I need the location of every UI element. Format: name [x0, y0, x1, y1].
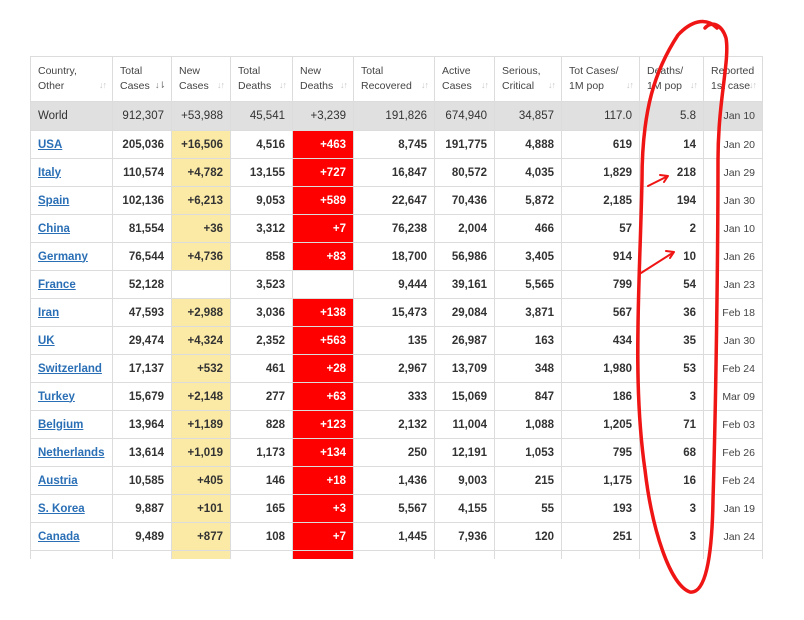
active-cases-cell: 15,069	[435, 383, 495, 411]
new-deaths-cell: +83	[293, 243, 354, 271]
active-cases-cell: 80,572	[435, 159, 495, 187]
total-deaths-cell: 1,173	[231, 439, 293, 467]
column-header[interactable]	[495, 57, 562, 102]
column-header[interactable]	[435, 57, 495, 102]
column-header-label-line1: Total	[120, 65, 143, 77]
active-cases-cell: 29,084	[435, 299, 495, 327]
total-recovered-cell: 2,967	[354, 355, 435, 383]
table-row	[31, 271, 763, 299]
empty-cell	[562, 551, 640, 560]
new-cases-cell: +36	[172, 215, 231, 243]
column-header[interactable]	[31, 57, 113, 102]
total-recovered-cell: 191,826	[354, 102, 435, 131]
cases-per-million-cell: 619	[562, 131, 640, 159]
cases-per-million-cell: 799	[562, 271, 640, 299]
serious-critical-cell: 847	[495, 383, 562, 411]
empty-cell	[231, 551, 293, 560]
empty-cell	[495, 551, 562, 560]
new-deaths-cell: +138	[293, 299, 354, 327]
new-cases-cell: +1,189	[172, 411, 231, 439]
empty-cell	[172, 551, 231, 560]
country-cell	[31, 523, 113, 551]
column-header[interactable]	[704, 57, 763, 102]
new-cases-cell: +101	[172, 495, 231, 523]
column-header[interactable]	[113, 57, 172, 102]
new-cases-cell: +1,019	[172, 439, 231, 467]
column-header-label-line2: 1M pop	[569, 80, 605, 92]
active-cases-cell: 674,940	[435, 102, 495, 131]
serious-critical-cell: 34,857	[495, 102, 562, 131]
empty-cell	[704, 551, 763, 560]
cases-per-million-cell: 795	[562, 439, 640, 467]
sort-icon[interactable]: ↓↑	[99, 80, 106, 90]
deaths-per-million-cell: 68	[640, 439, 704, 467]
country-link[interactable]: Canada	[38, 530, 80, 543]
new-cases-cell: +6,213	[172, 187, 231, 215]
total-cases-cell: 17,137	[113, 355, 172, 383]
new-cases-cell: +405	[172, 467, 231, 495]
reported-first-case-cell: Feb 18	[704, 299, 763, 327]
empty-cell	[113, 551, 172, 560]
active-cases-cell: 11,004	[435, 411, 495, 439]
active-cases-cell: 7,936	[435, 523, 495, 551]
total-deaths-cell: 3,523	[231, 271, 293, 299]
country-link[interactable]: Turkey	[38, 390, 75, 403]
table-row	[31, 383, 763, 411]
new-cases-cell: +53,988	[172, 102, 231, 131]
coronavirus-stats-table	[30, 56, 763, 559]
table-row	[31, 327, 763, 355]
total-cases-cell: 102,136	[113, 187, 172, 215]
cases-per-million-cell: 1,829	[562, 159, 640, 187]
sort-desc-icon[interactable]: ↓⇂	[154, 80, 165, 90]
new-cases-cell: +532	[172, 355, 231, 383]
cases-per-million-cell: 251	[562, 523, 640, 551]
deaths-per-million-cell: 53	[640, 355, 704, 383]
total-recovered-cell: 22,647	[354, 187, 435, 215]
total-recovered-cell: 2,132	[354, 411, 435, 439]
reported-first-case-cell: Jan 23	[704, 271, 763, 299]
country-cell	[31, 215, 113, 243]
deaths-per-million-cell: 14	[640, 131, 704, 159]
column-header-label-line2: Cases	[120, 80, 150, 92]
serious-critical-cell: 163	[495, 327, 562, 355]
column-header-label-line2: Critical	[502, 80, 535, 92]
new-cases-cell: +4,782	[172, 159, 231, 187]
country-link[interactable]: Germany	[38, 250, 88, 263]
column-header-label-line1: Total	[238, 65, 261, 77]
country-link[interactable]: USA	[38, 138, 63, 151]
total-deaths-cell: 4,516	[231, 131, 293, 159]
country-link[interactable]: France	[38, 278, 76, 291]
deaths-per-million-cell: 54	[640, 271, 704, 299]
table-row	[31, 131, 763, 159]
total-recovered-cell: 135	[354, 327, 435, 355]
deaths-per-million-cell: 194	[640, 187, 704, 215]
total-deaths-cell: 828	[231, 411, 293, 439]
country-link[interactable]: Italy	[38, 166, 62, 179]
cases-per-million-cell: 914	[562, 243, 640, 271]
serious-critical-cell: 4,888	[495, 131, 562, 159]
active-cases-cell: 26,987	[435, 327, 495, 355]
sort-icon[interactable]: ↓↑	[217, 80, 224, 90]
active-cases-cell: 12,191	[435, 439, 495, 467]
country-cell	[31, 243, 113, 271]
total-recovered-cell: 8,745	[354, 131, 435, 159]
total-deaths-cell: 3,036	[231, 299, 293, 327]
new-deaths-cell: +28	[293, 355, 354, 383]
country-cell	[31, 131, 113, 159]
new-cases-cell: +4,736	[172, 243, 231, 271]
column-header-label-line1: New	[300, 65, 322, 77]
reported-first-case-cell: Jan 10	[704, 215, 763, 243]
cases-per-million-cell: 567	[562, 299, 640, 327]
deaths-per-million-cell: 218	[640, 159, 704, 187]
country-cell	[31, 271, 113, 299]
column-header-label-line1: Tot Cases/	[569, 65, 619, 77]
column-header-label-line2: Other	[38, 80, 65, 92]
column-header-label-line1: Reported	[711, 65, 755, 77]
new-deaths-cell: +3	[293, 495, 354, 523]
deaths-per-million-cell: 35	[640, 327, 704, 355]
country-cell	[31, 327, 113, 355]
deaths-per-million-cell: 3	[640, 383, 704, 411]
reported-first-case-cell: Jan 19	[704, 495, 763, 523]
table-header-row	[31, 57, 763, 102]
serious-critical-cell: 3,871	[495, 299, 562, 327]
new-deaths-cell: +563	[293, 327, 354, 355]
serious-critical-cell: 1,053	[495, 439, 562, 467]
country-cell: World	[31, 102, 113, 131]
new-deaths-cell: +134	[293, 439, 354, 467]
country-link[interactable]: Iran	[38, 306, 60, 319]
total-deaths-cell: 9,053	[231, 187, 293, 215]
sort-icon[interactable]: ↓↑	[749, 80, 756, 90]
country-link[interactable]: Netherlands	[38, 446, 105, 459]
total-cases-cell: 13,964	[113, 411, 172, 439]
new-cases-cell: +16,506	[172, 131, 231, 159]
serious-critical-cell: 55	[495, 495, 562, 523]
empty-cell	[293, 551, 354, 560]
total-recovered-cell: 1,445	[354, 523, 435, 551]
total-cases-cell: 912,307	[113, 102, 172, 131]
table-row	[31, 243, 763, 271]
active-cases-cell: 9,003	[435, 467, 495, 495]
column-header-label-line2: Deaths	[300, 80, 334, 92]
serious-critical-cell: 1,088	[495, 411, 562, 439]
total-recovered-cell: 333	[354, 383, 435, 411]
active-cases-cell: 191,775	[435, 131, 495, 159]
new-deaths-cell: +727	[293, 159, 354, 187]
sort-icon[interactable]: ↓↑	[481, 80, 488, 90]
cases-per-million-cell: 2,185	[562, 187, 640, 215]
empty-cell	[354, 551, 435, 560]
total-deaths-cell: 858	[231, 243, 293, 271]
table-row	[31, 299, 763, 327]
cases-per-million-cell: 1,205	[562, 411, 640, 439]
empty-cell	[435, 551, 495, 560]
cases-per-million-cell: 117.0	[562, 102, 640, 131]
total-deaths-cell: 108	[231, 523, 293, 551]
active-cases-cell: 39,161	[435, 271, 495, 299]
cases-per-million-cell: 193	[562, 495, 640, 523]
column-header-label-line2: 1st case	[711, 80, 751, 92]
column-header-label-line1: Country,	[38, 65, 77, 77]
table-row	[31, 467, 763, 495]
total-cases-cell: 10,585	[113, 467, 172, 495]
total-cases-cell: 205,036	[113, 131, 172, 159]
column-header[interactable]	[293, 57, 354, 102]
table-row	[31, 523, 763, 551]
country-cell	[31, 467, 113, 495]
deaths-per-million-cell: 10	[640, 243, 704, 271]
deaths-per-million-cell: 16	[640, 467, 704, 495]
total-cases-cell: 47,593	[113, 299, 172, 327]
total-deaths-cell: 3,312	[231, 215, 293, 243]
sort-icon[interactable]: ↓↑	[690, 80, 697, 90]
empty-cell	[640, 551, 704, 560]
country-cell	[31, 299, 113, 327]
reported-first-case-cell: Feb 03	[704, 411, 763, 439]
sort-icon[interactable]: ↓↑	[340, 80, 347, 90]
total-cases-cell: 9,887	[113, 495, 172, 523]
cases-per-million-cell: 57	[562, 215, 640, 243]
sort-icon[interactable]: ↓↑	[548, 80, 555, 90]
reported-first-case-cell: Jan 26	[704, 243, 763, 271]
reported-first-case-cell: Feb 24	[704, 467, 763, 495]
column-header-label-line1: Active	[442, 65, 471, 77]
country-cell	[31, 355, 113, 383]
column-header[interactable]	[562, 57, 640, 102]
deaths-per-million-cell: 5.8	[640, 102, 704, 131]
total-deaths-cell: 13,155	[231, 159, 293, 187]
total-recovered-cell: 18,700	[354, 243, 435, 271]
total-cases-cell: 76,544	[113, 243, 172, 271]
country-link[interactable]: China	[38, 222, 70, 235]
deaths-per-million-cell: 71	[640, 411, 704, 439]
serious-critical-cell: 215	[495, 467, 562, 495]
cases-per-million-cell: 186	[562, 383, 640, 411]
column-header[interactable]	[354, 57, 435, 102]
empty-cell	[31, 551, 113, 560]
sort-icon[interactable]: ↓↑	[421, 80, 428, 90]
column-header-label-line2: 1M pop	[647, 80, 683, 92]
deaths-per-million-cell: 3	[640, 495, 704, 523]
total-recovered-cell: 9,444	[354, 271, 435, 299]
column-header-label-line2: Recovered	[361, 80, 412, 92]
serious-critical-cell: 5,565	[495, 271, 562, 299]
column-header-label-line1: Deaths/	[647, 65, 684, 77]
new-cases-cell: +877	[172, 523, 231, 551]
total-recovered-cell: 76,238	[354, 215, 435, 243]
serious-critical-cell: 348	[495, 355, 562, 383]
column-header[interactable]	[172, 57, 231, 102]
new-deaths-cell: +18	[293, 467, 354, 495]
total-recovered-cell: 16,847	[354, 159, 435, 187]
serious-critical-cell: 4,035	[495, 159, 562, 187]
column-header-label-line2: Deaths	[238, 80, 272, 92]
table-row	[31, 439, 763, 467]
new-deaths-cell: +3,239	[293, 102, 354, 131]
active-cases-cell: 4,155	[435, 495, 495, 523]
country-cell	[31, 495, 113, 523]
country-cell	[31, 187, 113, 215]
total-recovered-cell: 15,473	[354, 299, 435, 327]
column-header-label-line1: New	[179, 65, 201, 77]
total-deaths-cell: 2,352	[231, 327, 293, 355]
active-cases-cell: 70,436	[435, 187, 495, 215]
cases-per-million-cell: 1,175	[562, 467, 640, 495]
total-deaths-cell: 461	[231, 355, 293, 383]
serious-critical-cell: 3,405	[495, 243, 562, 271]
total-cases-cell: 81,554	[113, 215, 172, 243]
serious-critical-cell: 466	[495, 215, 562, 243]
country-cell	[31, 383, 113, 411]
new-cases-cell	[172, 271, 231, 299]
total-cases-cell: 110,574	[113, 159, 172, 187]
new-deaths-cell: +123	[293, 411, 354, 439]
table-row-partial	[31, 551, 763, 560]
new-deaths-cell: +63	[293, 383, 354, 411]
table-row	[31, 187, 763, 215]
column-header[interactable]	[231, 57, 293, 102]
total-cases-cell: 9,489	[113, 523, 172, 551]
new-deaths-cell: +589	[293, 187, 354, 215]
total-deaths-cell: 165	[231, 495, 293, 523]
new-deaths-cell: +7	[293, 523, 354, 551]
cases-per-million-cell: 1,980	[562, 355, 640, 383]
column-header-label-line1: Total	[361, 65, 384, 77]
country-link[interactable]: UK	[38, 334, 55, 347]
country-link[interactable]: S. Korea	[38, 502, 85, 515]
total-cases-cell: 15,679	[113, 383, 172, 411]
table-row	[31, 495, 763, 523]
country-link[interactable]: Austria	[38, 474, 78, 487]
column-header-label-line1: Serious,	[502, 65, 541, 77]
active-cases-cell: 2,004	[435, 215, 495, 243]
serious-critical-cell: 5,872	[495, 187, 562, 215]
country-cell	[31, 159, 113, 187]
column-header-label-line2: Cases	[442, 80, 472, 92]
serious-critical-cell: 120	[495, 523, 562, 551]
total-cases-cell: 52,128	[113, 271, 172, 299]
column-header-label-line2: Cases	[179, 80, 209, 92]
new-deaths-cell	[293, 271, 354, 299]
total-recovered-cell: 5,567	[354, 495, 435, 523]
total-deaths-cell: 45,541	[231, 102, 293, 131]
country-link[interactable]: Switzerland	[38, 362, 102, 375]
total-cases-cell: 13,614	[113, 439, 172, 467]
column-header[interactable]	[640, 57, 704, 102]
deaths-per-million-cell: 2	[640, 215, 704, 243]
country-cell	[31, 439, 113, 467]
deaths-per-million-cell: 3	[640, 523, 704, 551]
reported-first-case-cell: Jan 10	[704, 102, 763, 131]
reported-first-case-cell: Feb 26	[704, 439, 763, 467]
sort-icon[interactable]: ↓↑	[626, 80, 633, 90]
table-row	[31, 215, 763, 243]
reported-first-case-cell: Feb 24	[704, 355, 763, 383]
new-deaths-cell: +463	[293, 131, 354, 159]
new-cases-cell: +4,324	[172, 327, 231, 355]
country-link[interactable]: Belgium	[38, 418, 84, 431]
active-cases-cell: 13,709	[435, 355, 495, 383]
active-cases-cell: 56,986	[435, 243, 495, 271]
reported-first-case-cell: Jan 30	[704, 187, 763, 215]
cases-per-million-cell: 434	[562, 327, 640, 355]
total-deaths-cell: 277	[231, 383, 293, 411]
total-recovered-cell: 250	[354, 439, 435, 467]
table-row	[31, 411, 763, 439]
reported-first-case-cell: Jan 20	[704, 131, 763, 159]
new-deaths-cell: +7	[293, 215, 354, 243]
reported-first-case-cell: Jan 24	[704, 523, 763, 551]
sort-icon[interactable]: ↓↑	[279, 80, 286, 90]
world-total-row	[31, 102, 763, 131]
country-cell	[31, 411, 113, 439]
table-row	[31, 159, 763, 187]
total-cases-cell: 29,474	[113, 327, 172, 355]
table-row	[31, 355, 763, 383]
new-cases-cell: +2,988	[172, 299, 231, 327]
reported-first-case-cell: Jan 29	[704, 159, 763, 187]
country-link[interactable]: Spain	[38, 194, 70, 207]
reported-first-case-cell: Mar 09	[704, 383, 763, 411]
reported-first-case-cell: Jan 30	[704, 327, 763, 355]
new-cases-cell: +2,148	[172, 383, 231, 411]
deaths-per-million-cell: 36	[640, 299, 704, 327]
total-deaths-cell: 146	[231, 467, 293, 495]
total-recovered-cell: 1,436	[354, 467, 435, 495]
